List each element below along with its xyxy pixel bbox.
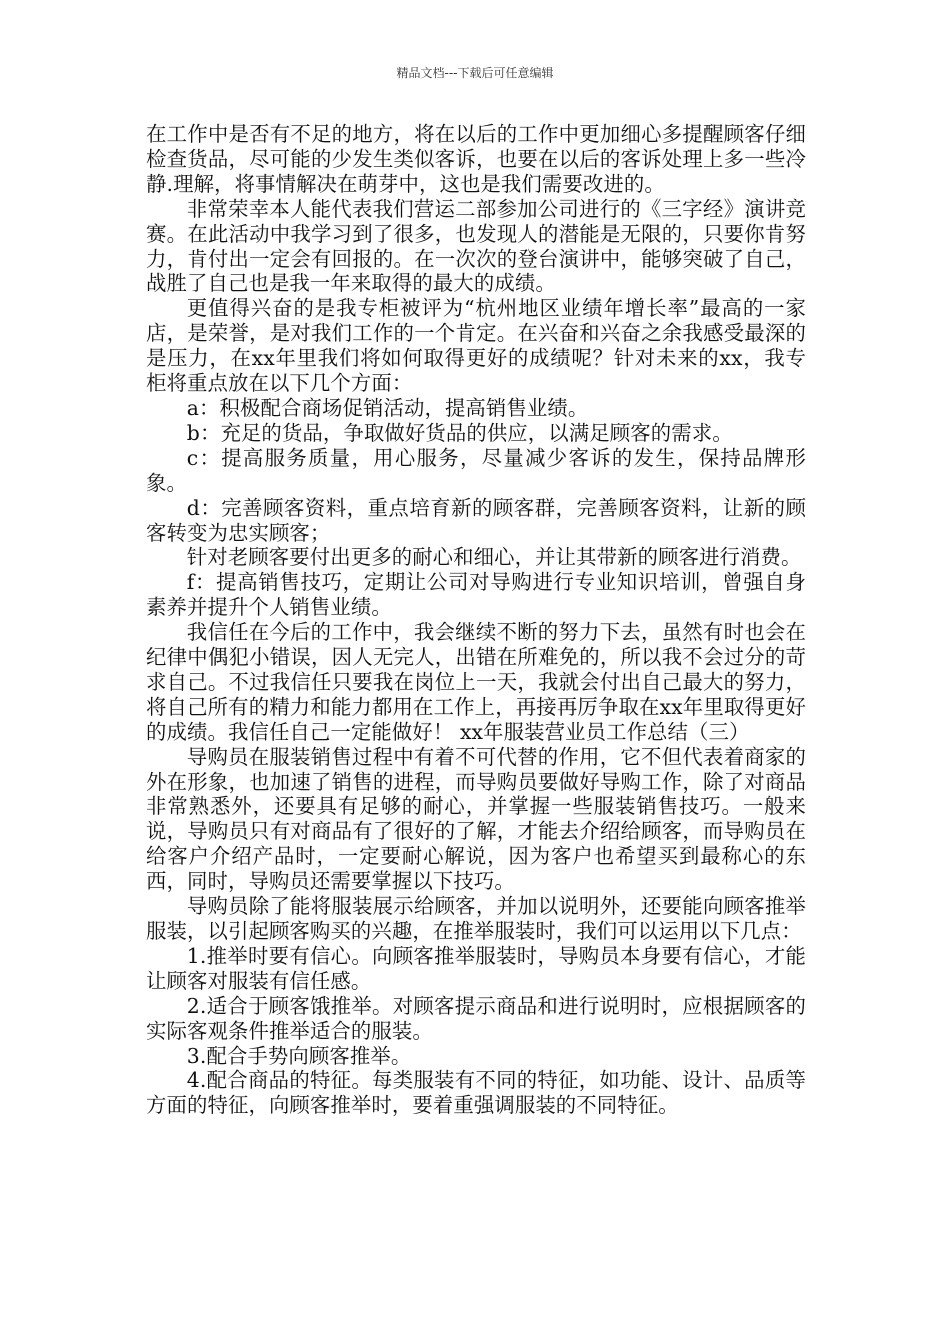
list-item: b：充足的货品，争取做好货品的供应，以满足顾客的需求。 [186, 420, 733, 445]
list-item: a：积极配合商场促销活动，提高销售业绩。 [186, 395, 589, 420]
list-item: 4.配合商品的特征。每类服装有不同的特征，如功能、设计、品质等方面的特征，向顾客推举时，要着重强调服装的不同特征。 [146, 1068, 806, 1118]
paragraph: 导购员在服装销售过程中有着不可代替的作用，它不但代表着商家的外在形象，也加速了销售的进程，而导购员要做好导购工作，除了对商品非常熟悉外，还要具有足够的耐心，并掌握一些服装销售技巧。一般来说，导购员只有对商品有了很好的了解，才能去介绍给顾客，而导购员在给客户介绍产品时，一定要耐心解说，因为客户也希望买到最称心的东西，同时，导购员还需要掌握以下技巧。 [146, 744, 806, 894]
page-header: 精品文档---下载后可任意编辑 [396, 66, 554, 80]
list-item: f：提高销售技巧，定期让公司对导购进行专业知识培训，曾强自身素养并提升个人销售业绩。 [146, 570, 806, 620]
list-item: 针对老顾客要付出更多的耐心和细心，并让其带新的顾客进行消费。 [186, 545, 802, 570]
list-item: 2.适合于顾客饿推举。对顾客提示商品和进行说明时，应根据顾客的实际客观条件推举适合的服装。 [146, 993, 806, 1043]
paragraph: 我信任在今后的工作中，我会继续不断的努力下去，虽然有时也会在纪律中偶犯小错误，因人无完人，出错在所难免的，所以我不会过分的苛求自己。不过我信任只要我在岗位上一天，我就会付出自己最大的努力，将自己所有的精力和能力都用在工作上，再接再厉争取在xx年里取得更好的成绩。我信任自己一定能做好！ xx年服装营业员工作总结（三） [146, 620, 806, 744]
document-body [146, 122, 806, 1118]
list-item: c：提高服务质量，用心服务，尽量减少客诉的发生，保持品牌形象。 [146, 445, 806, 495]
list-item: 1.推举时要有信心。向顾客推举服装时，导购员本身要有信心，才能让顾客对服装有信任感。 [146, 943, 806, 993]
paragraph: 导购员除了能将服装展示给顾客，并加以说明外，还要能向顾客推举服装，以引起顾客购买的兴趣，在推举服装时，我们可以运用以下几点： [146, 894, 806, 943]
paragraph: 在工作中是否有不足的地方，将在以后的工作中更加细心多提醒顾客仔细检查货品，尽可能的少发生类似客诉，也要在以后的客诉处理上多一些冷静.理解，将事情解决在萌芽中，这也是我们需要改进的。 [146, 122, 806, 196]
paragraph: 更值得兴奋的是我专柜被评为“杭州地区业绩年增长率”最高的一家店，是荣誉，是对我们工作的一个肯定。在兴奋和兴奋之余我感受最深的是压力，在xx年里我们将如何取得更好的成绩呢？针对未来的xx，我专柜将重点放在以下几个方面： [146, 296, 806, 396]
list-item: d：完善顾客资料，重点培育新的顾客群，完善顾客资料，让新的顾客转变为忠实顾客； [146, 495, 806, 545]
paragraph: 非常荣幸本人能代表我们营运二部参加公司进行的《三字经》演讲竞赛。在此活动中我学习到了很多，也发现人的潜能是无限的，只要你肯努力，肯付出一定会有回报的。在一次次的登台演讲中，能够突破了自己，战胜了自己也是我一年来取得的最大的成绩。 [146, 196, 806, 296]
list-item: 3.配合手势向顾客推举。 [186, 1043, 412, 1068]
